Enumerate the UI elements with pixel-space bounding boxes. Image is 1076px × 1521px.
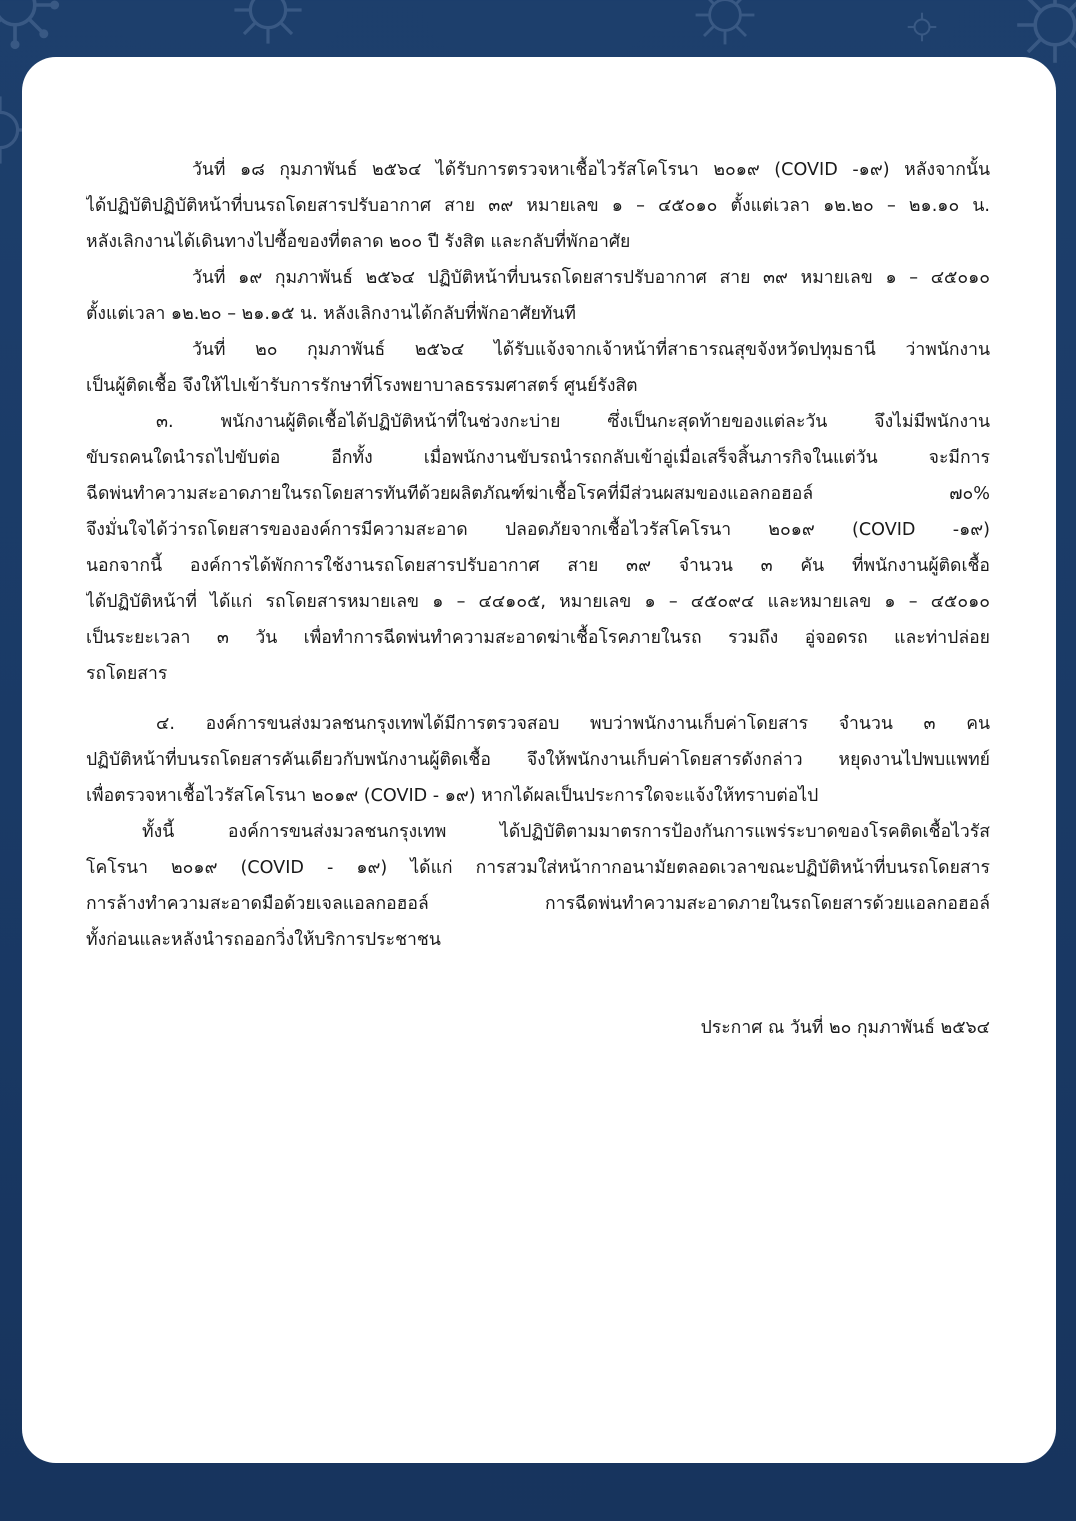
paragraph-5-line-3: เพื่อตรวจหาเชื้อไวรัสโคโรนา ๒๐๑๙ (COVID - ๑๙) หากได้ผลเป็นประการใดจะแจ้งให้ทราบต่อไป — [86, 786, 819, 806]
paragraph-4-line-7: เป็นระยะเวลา ๓ วัน เพื่อทำการฉีดพ่นทำความสะอาดฆ่าเชื้อโรคภายในรถ รวมถึง อู่จอดรถ และท่าปล่อย — [86, 628, 990, 648]
paragraph-4-line-2: ขับรถคนใดนำรถไปขับต่อ อีกทั้ง เมื่อพนักงานขับรถนำรถกลับเข้าอู่เมื่อเสร็จสิ้นภารกิจในแต่วัน จะมีการ — [86, 448, 990, 468]
paragraph-4-line-6: ได้ปฏิบัติหน้าที่ ได้แก่ รถโดยสารหมายเลข ๑ – ๔๔๑๐๕, หมายเลข ๑ – ๔๕๐๙๔ และหมายเลข ๑ – ๔๕๐๑๐ — [86, 592, 990, 612]
paragraph-3-line-1: วันที่ ๒๐ กุมภาพันธ์ ๒๕๖๔ ได้รับแจ้งจากเจ้าหน้าที่สาธารณสุขจังหวัดปทุมธานี ว่าพนักงาน — [192, 340, 990, 360]
announcement-date: ประกาศ ณ วันที่ ๒๐ กุมภาพันธ์ ๒๕๖๔ — [700, 1018, 990, 1038]
virus-icon — [690, 0, 760, 50]
paragraph-1-line-3: หลังเลิกงานได้เดินทางไปซื้อของที่ตลาด ๒๐๐ ปี รังสิต และกลับที่พักอาศัย — [86, 232, 631, 252]
virus-icon — [905, 10, 939, 44]
announcement-body — [86, 152, 990, 1046]
paragraph-4-line-5: นอกจากนี้ องค์การได้พักการใช้งานรถโดยสารปรับอากาศ สาย ๓๙ จำนวน ๓ คัน ที่พนักงานผู้ติดเชื้อ — [86, 556, 990, 576]
paragraph-6-line-1: ทั้งนี้ องค์การขนส่งมวลชนกรุงเทพ ได้ปฏิบัติตามมาตรการป้องกันการแพร่ระบาดของโรคติดเชื้อไวรัส — [142, 822, 990, 842]
paragraph-5-line-1: ๔. องค์การขนส่งมวลชนกรุงเทพได้มีการตรวจสอบ พบว่าพนักงานเก็บค่าโดยสาร จำนวน ๓ คน — [156, 714, 990, 734]
paragraph-1-line-2: ได้ปฏิบัติปฏิบัติหน้าที่บนรถโดยสารปรับอากาศ สาย ๓๙ หมายเลข ๑ – ๔๕๐๑๐ ตั้งแต่เวลา ๑๒.๒๐ – ๒๑.๑๐ น. — [86, 196, 990, 216]
paragraph-4-line-4: จึงมั่นใจได้ว่ารถโดยสารขององค์การมีความสะอาด ปลอดภัยจากเชื้อไวรัสโคโรนา ๒๐๑๙ (COVID -๑๙) — [86, 520, 990, 540]
virus-icon — [228, 0, 308, 50]
paragraph-6-line-4: ทั้งก่อนและหลังนำรถออกวิ่งให้บริการประชาชน — [86, 930, 441, 950]
paragraph-6-line-2: โคโรนา ๒๐๑๙ (COVID - ๑๙) ได้แก่ การสวมใส่หน้ากากอนามัยตลอดเวลาขณะปฏิบัติหน้าที่บนรถโดยสาร — [86, 858, 990, 878]
paragraph-4-line-8: รถโดยสาร — [86, 664, 168, 684]
paragraph-1-line-1: วันที่ ๑๘ กุมภาพันธ์ ๒๕๖๔ ได้รับการตรวจหาเชื้อไวรัสโคโรนา ๒๐๑๙ (COVID -๑๙) หลังจากนั้น — [192, 160, 990, 180]
document-card — [22, 57, 1056, 1463]
paragraph-4-line-1: ๓. พนักงานผู้ติดเชื้อได้ปฏิบัติหน้าที่ในช่วงกะบ่าย ซึ่งเป็นกะสุดท้ายของแต่ละวัน จึงไม่มีพนักงาน — [156, 412, 990, 432]
paragraph-6-line-3: การล้างทำความสะอาดมือด้วยเจลแอลกอฮอล์ การฉีดพ่นทำความสะอาดภายในรถโดยสารด้วยแอลกอฮอล์ — [86, 894, 990, 914]
paragraph-5-line-2: ปฏิบัติหน้าที่บนรถโดยสารคันเดียวกับพนักงานผู้ติดเชื้อ จึงให้พนักงานเก็บค่าโดยสารดังกล่าว หยุดงานไปพบแพทย์ — [86, 750, 990, 770]
paragraph-2-line-2: ตั้งแต่เวลา ๑๒.๒๐ – ๒๑.๑๕ น. หลังเลิกงานได้กลับที่พักอาศัยทันที — [86, 304, 577, 324]
paragraph-2-line-1: วันที่ ๑๙ กุมภาพันธ์ ๒๕๖๔ ปฏิบัติหน้าที่บนรถโดยสารปรับอากาศ สาย ๓๙ หมายเลข ๑ – ๔๕๐๑๐ — [192, 268, 990, 288]
paragraph-3-line-2: เป็นผู้ติดเชื้อ จึงให้ไปเข้ารับการรักษาที่โรงพยาบาลธรรมศาสตร์ ศูนย์รังสิต — [86, 376, 638, 396]
paragraph-4-line-3: ฉีดพ่นทำความสะอาดภายในรถโดยสารทันทีด้วยผลิตภัณฑ์ฆ่าเชื้อโรคที่มีส่วนผสมของแอลกอฮอล์ ๗๐% — [86, 484, 990, 504]
virus-icon — [0, 0, 60, 50]
